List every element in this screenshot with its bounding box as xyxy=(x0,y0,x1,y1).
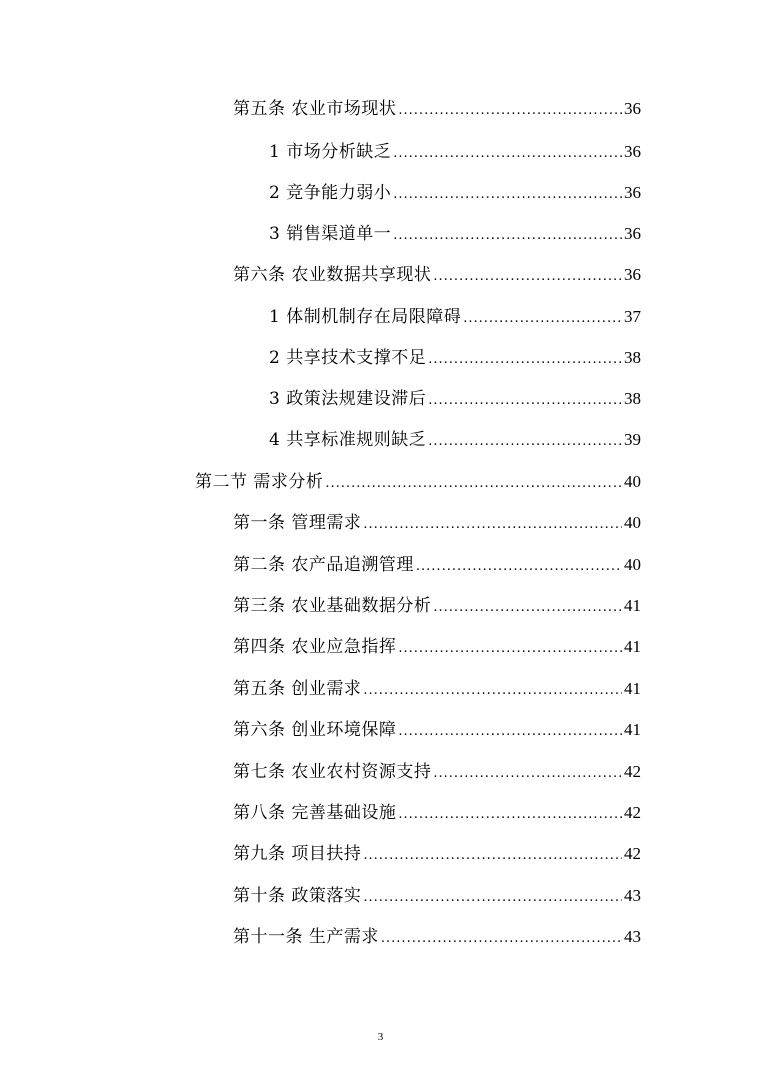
toc-entry[interactable] xyxy=(233,802,641,824)
toc-dot-leader xyxy=(363,680,622,702)
toc-entry-title: 3 政策法规建设滞后 xyxy=(269,389,427,409)
toc-entry[interactable] xyxy=(233,678,641,700)
toc-dot-leader xyxy=(393,143,622,165)
toc-dot-leader xyxy=(325,473,622,495)
toc-entry-page: 42 xyxy=(624,803,641,822)
toc-entry-page: 36 xyxy=(624,142,641,161)
toc-entry-title: 1 市场分析缺乏 xyxy=(269,142,392,162)
toc-entry-title: 第五条 创业需求 xyxy=(233,679,362,699)
toc-dot-leader xyxy=(416,556,622,578)
toc-dot-leader xyxy=(428,390,622,412)
toc-dot-leader xyxy=(463,308,622,330)
toc-entry-title: 3 销售渠道单一 xyxy=(269,224,392,244)
toc-entry[interactable] xyxy=(233,885,641,907)
toc-entry-page: 40 xyxy=(624,555,641,574)
toc-entry[interactable] xyxy=(269,429,641,451)
toc-entry[interactable] xyxy=(269,182,641,204)
toc-entry-page: 41 xyxy=(624,637,641,656)
toc-entry-title: 第一条 管理需求 xyxy=(233,513,362,533)
toc-entry-page: 36 xyxy=(624,99,641,118)
toc-entry[interactable] xyxy=(269,388,641,410)
toc-entry-title: 1 体制机制存在局限障碍 xyxy=(269,307,462,327)
toc-entry-page: 42 xyxy=(624,844,641,863)
toc-entry-title: 第四条 农业应急指挥 xyxy=(233,637,397,657)
toc-entry-title: 第八条 完善基础设施 xyxy=(233,803,397,823)
toc-entry-title: 第十条 政策落实 xyxy=(233,886,362,906)
toc-entry[interactable] xyxy=(233,926,641,948)
toc-entry-page: 40 xyxy=(624,472,641,491)
toc-entry[interactable] xyxy=(233,554,641,576)
toc-entry-title: 第二节 需求分析 xyxy=(195,472,324,492)
toc-dot-leader xyxy=(363,514,622,536)
toc-dot-leader xyxy=(363,887,622,909)
toc-dot-leader xyxy=(398,804,622,826)
toc-entry[interactable] xyxy=(269,223,641,245)
toc-dot-leader xyxy=(433,597,622,619)
toc-entry-page: 43 xyxy=(624,927,641,946)
toc-entry[interactable] xyxy=(233,264,641,286)
toc-entry[interactable] xyxy=(269,347,641,369)
toc-entry-page: 36 xyxy=(624,265,641,284)
toc-entry-title: 第二条 农产品追溯管理 xyxy=(233,555,414,575)
toc-entry-title: 第五条 农业市场现状 xyxy=(233,99,397,119)
toc-dot-leader xyxy=(428,431,622,453)
toc-entry-page: 39 xyxy=(624,430,641,449)
toc-dot-leader xyxy=(433,763,622,785)
toc-entry-page: 40 xyxy=(624,513,641,532)
toc-entry[interactable] xyxy=(195,471,641,493)
toc-entry-page: 36 xyxy=(624,183,641,202)
toc-entry[interactable] xyxy=(269,306,641,328)
toc-entry-page: 38 xyxy=(624,348,641,367)
toc-entry[interactable] xyxy=(269,141,641,163)
toc-entry-page: 41 xyxy=(624,596,641,615)
toc-entry-page: 38 xyxy=(624,389,641,408)
toc-entry-page: 37 xyxy=(624,307,641,326)
toc-entry-title: 2 共享技术支撑不足 xyxy=(269,348,427,368)
toc-entry-title: 第七条 农业农村资源支持 xyxy=(233,762,432,782)
toc-entry-title: 第六条 农业数据共享现状 xyxy=(233,265,432,285)
toc-entry-title: 2 竞争能力弱小 xyxy=(269,183,392,203)
toc-dot-leader xyxy=(433,266,622,288)
toc-entry-page: 42 xyxy=(624,762,641,781)
toc-entry[interactable] xyxy=(233,98,641,120)
toc-entry-page: 36 xyxy=(624,224,641,243)
toc-entry-title: 第十一条 生产需求 xyxy=(233,927,379,947)
toc-entry-page: 41 xyxy=(624,720,641,739)
toc-dot-leader xyxy=(398,721,622,743)
toc-dot-leader xyxy=(398,638,622,660)
toc-entry-title: 第九条 项目扶持 xyxy=(233,844,362,864)
toc-entry[interactable] xyxy=(233,761,641,783)
toc-entry-page: 43 xyxy=(624,886,641,905)
toc-dot-leader xyxy=(428,349,622,371)
toc-entry[interactable] xyxy=(233,719,641,741)
toc-entry-title: 第六条 创业环境保障 xyxy=(233,720,397,740)
toc-entry[interactable] xyxy=(233,636,641,658)
toc-entry[interactable] xyxy=(233,512,641,534)
toc-dot-leader xyxy=(398,100,622,122)
toc-entry-title: 第三条 农业基础数据分析 xyxy=(233,596,432,616)
toc-entry[interactable] xyxy=(233,843,641,865)
toc-dot-leader xyxy=(393,225,622,247)
page-number: 3 xyxy=(377,1031,384,1043)
toc-dot-leader xyxy=(363,845,622,867)
toc-dot-leader xyxy=(381,928,622,950)
toc-entry-title: 4 共享标准规则缺乏 xyxy=(269,430,427,450)
toc-entry[interactable] xyxy=(233,595,641,617)
toc-entry-page: 41 xyxy=(624,679,641,698)
toc-dot-leader xyxy=(393,184,622,206)
